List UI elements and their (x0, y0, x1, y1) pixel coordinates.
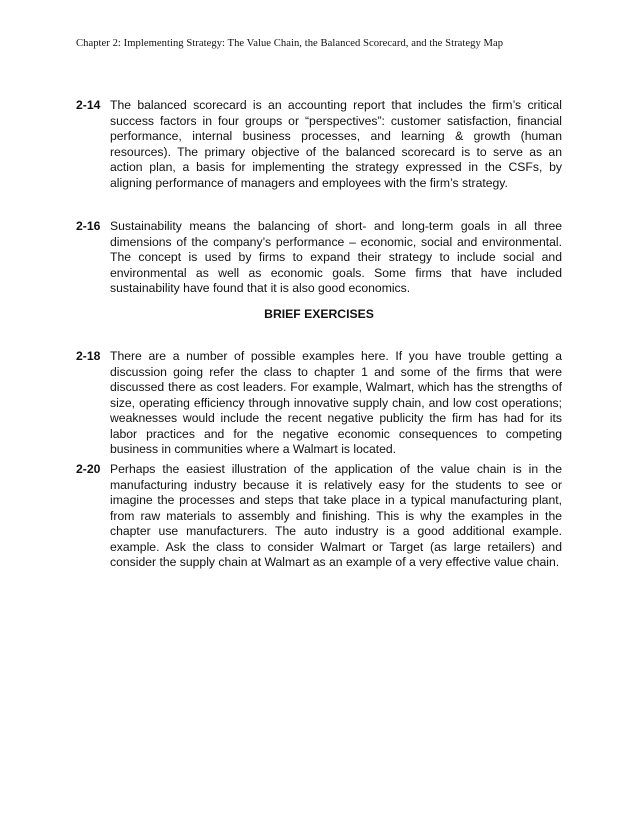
item-text: The balanced scorecard is an accounting report that includes the firm’s critical success factors in four groups or “perspectives”: customer satisfaction, financial performance, internal business processes, and learning & growth (human resources). The primary objective of the balanced scorecard is to serve as an action plan, a basis for implementing the strategy expressed in the CSFs, by aligning performance of managers and employees with the firm’s strategy. (110, 98, 562, 190)
item-number: 2-16 (76, 219, 101, 233)
item-number: 2-14 (76, 98, 101, 112)
item-number: 2-18 (76, 349, 101, 363)
item-2-14 (76, 98, 562, 191)
item-text: Sustainability means the balancing of short- and long-term goals in all three dimensions of the company’s performance – economic, social and environmental. The concept is used by firms to expand their strategy to include social and environmental as well as economic goals. Some firms that have included sustainability have found that it is also good economics. (110, 219, 562, 295)
item-text: Perhaps the easiest illustration of the application of the value chain is in the manufacturing industry because it is relatively easy for the students to see or imagine the processes and steps that take place in a typical manufacturing plant, from raw materials to assembly and finishing. This is why the examples in the chapter use manufacturers. The auto industry is a good additional example. example. Ask the class to consider Walmart or Target (as large retailers) and consider the supply chain at Walmart as an example of a very effective value chain. (110, 462, 562, 569)
item-2-16 (76, 219, 562, 297)
item-number: 2-20 (76, 462, 101, 476)
item-2-20 (76, 462, 562, 571)
section-heading-brief-exercises: BRIEF EXERCISES (264, 307, 374, 321)
running-header: Chapter 2: Implementing Strategy: The Value Chain, the Balanced Scorecard, and the Strategy Map (76, 38, 504, 49)
item-2-18 (76, 349, 562, 458)
item-text: There are a number of possible examples here. If you have trouble getting a discussion going refer the class to chapter 1 and some of the firms that were discussed there as cost leaders. For example, Walmart, which has the strengths of size, operating efficiency through innovative supply chain, and low cost operations; weaknesses would include the recent negative publicity the firm has had for its labor practices and for the negative economic consequences to competing business in communities where a Walmart is located. (110, 349, 562, 456)
